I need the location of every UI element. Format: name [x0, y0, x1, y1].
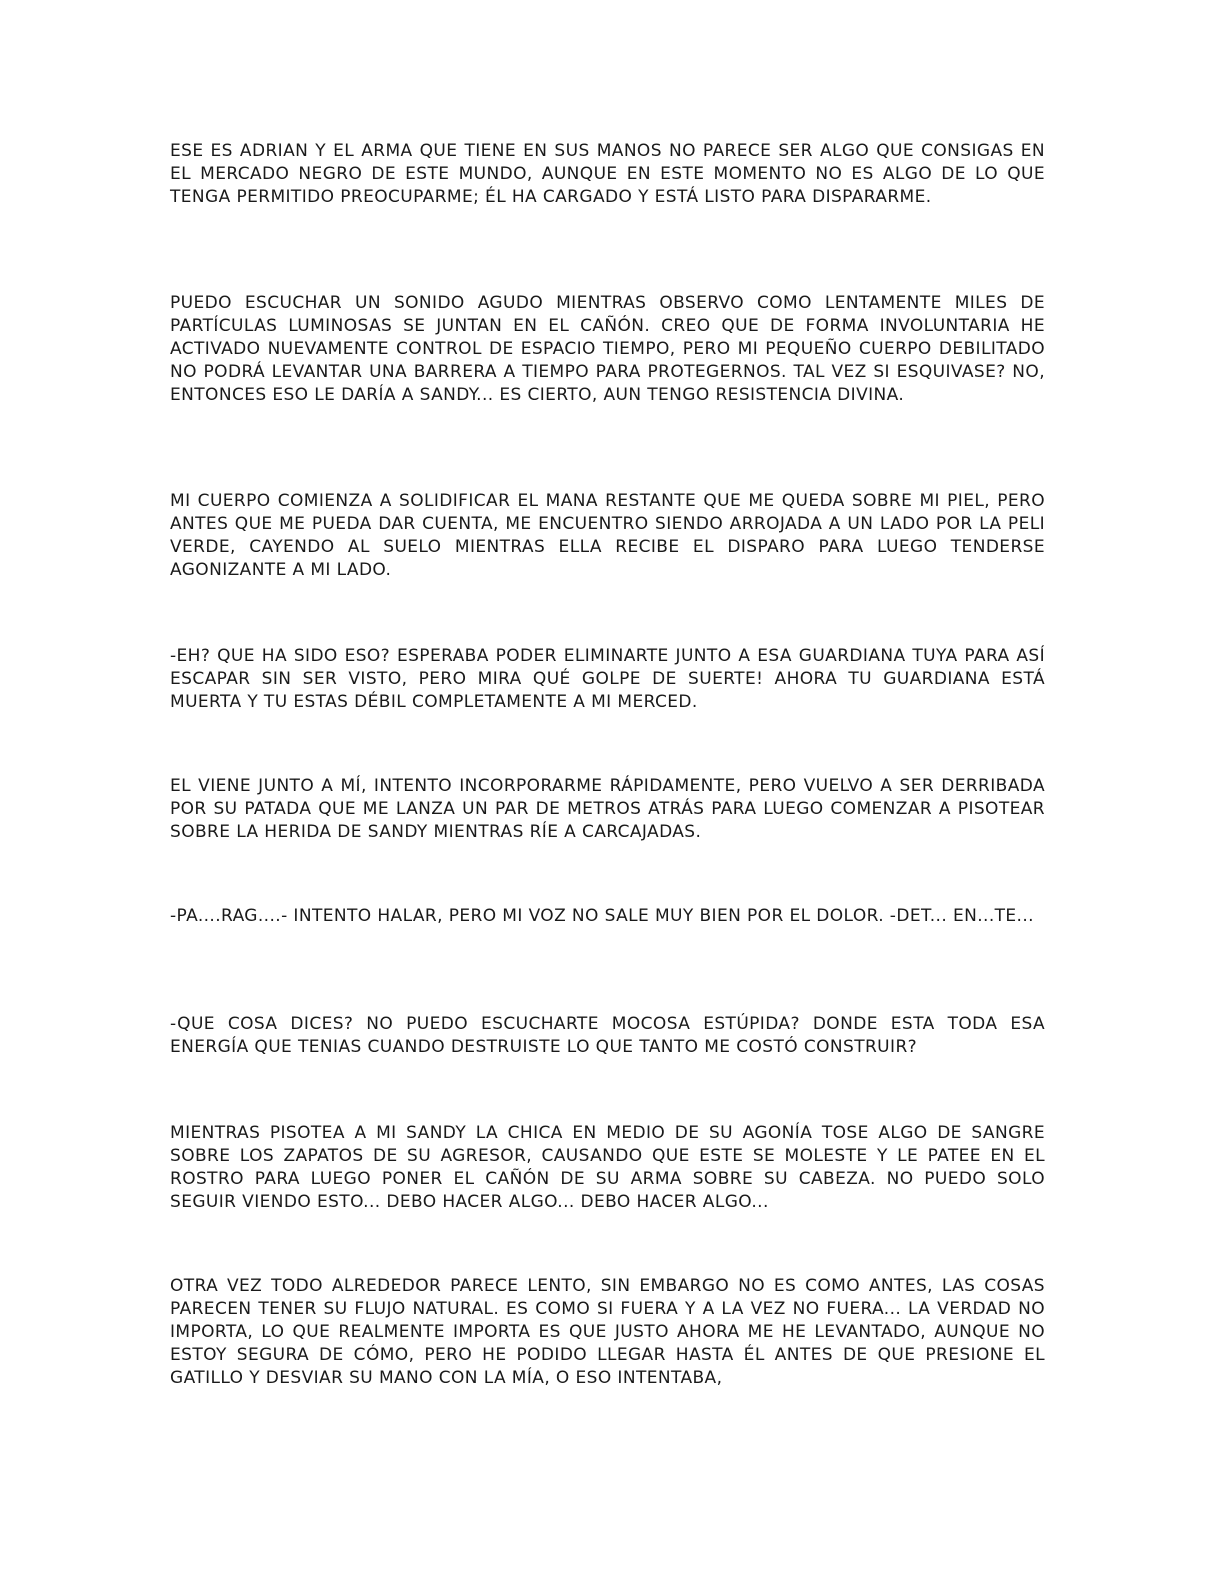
paragraph-2: PUEDO ESCUCHAR UN SONIDO AGUDO MIENTRAS OBSERVO COMO LENTAMENTE MILES DE PARTÍCULAS LUMINOSAS SE JUNTAN EN EL CAÑÓN. CREO QUE DE FORMA INVOLUNTARIA HE ACTIVADO NUEVAMENTE CONTROL DE ESPACIO TIEMPO, PERO MI PEQUEÑO CUERPO DEBILITADO NO PODRÁ LEVANTAR UNA BARRERA A TIEMPO PARA PROTEGERNOS. TAL VEZ SI ESQUIVASE? NO, ENTONCES ESO LE DARÍA A SANDY... ES CIERTO, AUN TENGO RESISTENCIA DIVINA. [170, 293, 1045, 405]
paragraph-3: MI CUERPO COMIENZA A SOLIDIFICAR EL MANA RESTANTE QUE ME QUEDA SOBRE MI PIEL, PERO ANTES QUE ME PUEDA DAR CUENTA, ME ENCUENTRO SIENDO ARROJADA A UN LADO POR LA PELI VERDE, CAYENDO AL SUELO MIENTRAS ELLA RECIBE EL DISPARO PARA LUEGO TENDERSE AGONIZANTE A MI LADO. [170, 491, 1045, 580]
paragraph-9: OTRA VEZ TODO ALREDEDOR PARECE LENTO, SIN EMBARGO NO ES COMO ANTES, LAS COSAS PARECEN TENER SU FLUJO NATURAL. ES COMO SI FUERA Y A LA VEZ NO FUERA... LA VERDAD NO IMPORTA, LO QUE REALMENTE IMPORTA ES QUE JUSTO AHORA ME HE LEVANTADO, AUNQUE NO ESTOY SEGURA DE CÓMO, PERO HE PODIDO LLEGAR HASTA ÉL ANTES DE QUE PRESIONE EL GATILLO Y DESVIAR SU MANO CON LA MÍA, O ESO INTENTABA, [170, 1276, 1045, 1388]
paragraph-6: -PA....RAG....- INTENTO HALAR, PERO MI VOZ NO SALE MUY BIEN POR EL DOLOR. -DET... EN...TE... [170, 906, 1034, 926]
paragraph-8: MIENTRAS PISOTEA A MI SANDY LA CHICA EN MEDIO DE SU AGONÍA TOSE ALGO DE SANGRE SOBRE LOS ZAPATOS DE SU AGRESOR, CAUSANDO QUE ESTE SE MOLESTE Y LE PATEE EN EL ROSTRO PARA LUEGO PONER EL CAÑÓN DE SU ARMA SOBRE SU CABEZA. NO PUEDO SOLO SEGUIR VIENDO ESTO... DEBO HACER ALGO... DEBO HACER ALGO... [170, 1123, 1045, 1212]
paragraph-1: ESE ES ADRIAN Y EL ARMA QUE TIENE EN SUS MANOS NO PARECE SER ALGO QUE CONSIGAS EN EL MERCADO NEGRO DE ESTE MUNDO, AUNQUE EN ESTE MOMENTO NO ES ALGO DE LO QUE TENGA PERMITIDO PREOCUPARME; ÉL HA CARGADO Y ESTÁ LISTO PARA DISPARARME. [170, 141, 1045, 207]
paragraph-4: -EH? QUE HA SIDO ESO? ESPERABA PODER ELIMINARTE JUNTO A ESA GUARDIANA TUYA PARA ASÍ ESCAPAR SIN SER VISTO, PERO MIRA QUÉ GOLPE DE SUERTE! AHORA TU GUARDIANA ESTÁ MUERTA Y TU ESTAS DÉBIL COMPLETAMENTE A MI MERCED. [170, 646, 1045, 712]
paragraph-7: -QUE COSA DICES? NO PUEDO ESCUCHARTE MOCOSA ESTÚPIDA? DONDE ESTA TODA ESA ENERGÍA QUE TENIAS CUANDO DESTRUISTE LO QUE TANTO ME COSTÓ CONSTRUIR? [170, 1014, 1045, 1057]
paragraph-5: EL VIENE JUNTO A MÍ, INTENTO INCORPORARME RÁPIDAMENTE, PERO VUELVO A SER DERRIBADA POR SU PATADA QUE ME LANZA UN PAR DE METROS ATRÁS PARA LUEGO COMENZAR A PISOTEAR SOBRE LA HERIDA DE SANDY MIENTRAS RÍE A CARCAJADAS. [170, 776, 1045, 842]
